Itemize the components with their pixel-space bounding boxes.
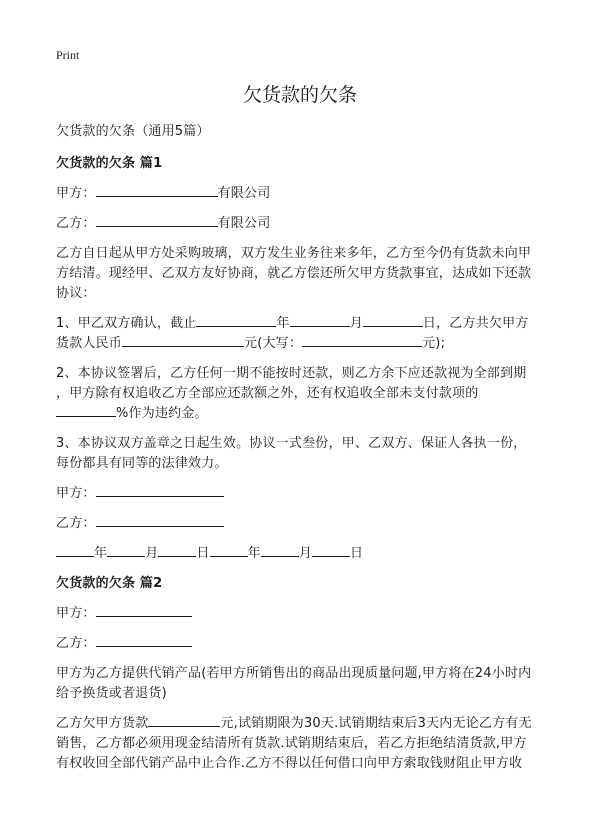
date-month-1-label: 月 — [145, 546, 159, 561]
date-day-1-blank — [158, 543, 196, 557]
party-b-line — [56, 212, 270, 231]
clause-1-upper-blank — [302, 333, 422, 347]
sec2-party-a-blank — [96, 603, 192, 617]
signature-b-blank — [96, 513, 224, 527]
party-b-label: 乙方： — [56, 216, 96, 231]
clause-1-month-label: 月 — [349, 316, 363, 331]
signature-a-blank — [96, 483, 224, 497]
date-month-2-blank — [261, 543, 299, 557]
clause-3-line-1: 3、本协议双方盖章之日起生效。协议一式叁份，甲、乙双方、保证人各执一份， — [56, 436, 527, 451]
sec2-party-b-label: 乙方： — [56, 636, 96, 651]
date-day-2-blank — [312, 543, 350, 557]
party-b-suffix: 有限公司 — [217, 216, 271, 231]
clause-1-month-blank — [290, 313, 350, 327]
clause-1-line-2 — [56, 332, 445, 351]
sec2-debt-label: 乙方欠甲方货款 — [56, 716, 149, 731]
sec2-party-a-line — [56, 602, 192, 621]
signature-a-line — [56, 482, 224, 501]
clause-2-line-2: ，甲方除有权追收乙方全部应还款额之外，还有权追收全部未支付款项的 — [56, 386, 479, 401]
intro-line-2: 方结清。现经甲、乙双方友好协商，就乙方偿还所欠甲方货款事宜，达成如下还款 — [56, 266, 532, 281]
sec2-debt-blank — [148, 713, 220, 727]
sec2-trial-text: 元,试销期限为30天.试销期结束后3天内无论乙方有无 — [220, 716, 532, 731]
clause-3-line-2: 每份都具有同等的法律效力。 — [56, 456, 228, 471]
section-1-heading: 欠货款的欠条 篇1 — [56, 156, 163, 171]
signature-b-label: 乙方： — [56, 516, 96, 531]
date-day-2-label: 日 — [350, 546, 364, 561]
party-a-suffix: 有限公司 — [217, 186, 271, 201]
date-year-2-label: 年 — [247, 546, 261, 561]
intro-line-3: 协议： — [56, 286, 96, 301]
clause-2-line-3 — [56, 402, 208, 421]
document-subtitle: 欠货款的欠条（通用5篇） — [56, 124, 210, 139]
clause-1-upper-label: 元(大写： — [244, 336, 303, 351]
date-day-1-label: 日 — [196, 546, 210, 561]
section-2-heading: 欠货款的欠条 篇2 — [56, 576, 163, 591]
penalty-percent-blank — [56, 403, 116, 417]
party-a-label: 甲方： — [56, 186, 96, 201]
clause-1-day-blank — [363, 313, 423, 327]
clause-1-text-d: 日，乙方共欠甲方 — [422, 316, 529, 331]
sec2-para-2-line-3: 有权收回全部代销产品中止合作.乙方不得以任何借口向甲方索取钱财阻止甲方收 — [56, 756, 523, 771]
sec2-para-1-line-1: 甲方为乙方提供代销产品(若甲方所销售出的商品出现质量问题,甲方将在24小时内 — [56, 666, 532, 681]
signature-b-line — [56, 512, 224, 531]
clause-1-text-a: 1、甲乙双方确认，截止 — [56, 316, 197, 331]
signature-a-label: 甲方： — [56, 486, 96, 501]
party-a-line — [56, 182, 270, 201]
date-year-1-blank — [56, 543, 94, 557]
clause-1-amount-label: 货款人民币 — [56, 336, 123, 351]
sec2-party-a-label: 甲方： — [56, 606, 96, 621]
party-a-blank — [96, 183, 218, 197]
clause-1-year-label: 年 — [276, 316, 290, 331]
date-year-2-blank — [210, 543, 248, 557]
date-year-1-label: 年 — [94, 546, 108, 561]
clause-2-penalty-text: %作为违约金。 — [116, 406, 208, 421]
clause-1-amount-blank — [122, 333, 244, 347]
sec2-para-1-line-2: 给予换货或者退货) — [56, 686, 167, 701]
clause-1-end: 元); — [422, 336, 446, 351]
party-b-blank — [96, 213, 218, 227]
sec2-party-b-line — [56, 632, 192, 651]
date-month-2-label: 月 — [298, 546, 313, 561]
sec2-para-2-line-1 — [56, 712, 532, 731]
print-link[interactable]: Print — [56, 48, 80, 62]
document-title: 欠货款的欠条 — [242, 84, 357, 106]
sec2-party-b-blank — [96, 633, 192, 647]
clause-2-line-1: 2、本协议签署后，乙方任何一期不能按时还款，则乙方余下应还款视为全部到期 — [56, 366, 527, 381]
date-line — [56, 542, 363, 561]
intro-line-1: 乙方自日起从甲方处采购玻璃，双方发生业务往来多年，乙方至今仍有货款未向甲 — [56, 246, 532, 261]
sec2-para-2-line-2: 销售，乙方都必须用现金结清所有货款.试销期结束后，若乙方拒绝结清货款,甲方 — [56, 736, 527, 751]
clause-1-line-1 — [56, 312, 529, 331]
date-month-1-blank — [107, 543, 145, 557]
clause-1-year-blank — [196, 313, 276, 327]
